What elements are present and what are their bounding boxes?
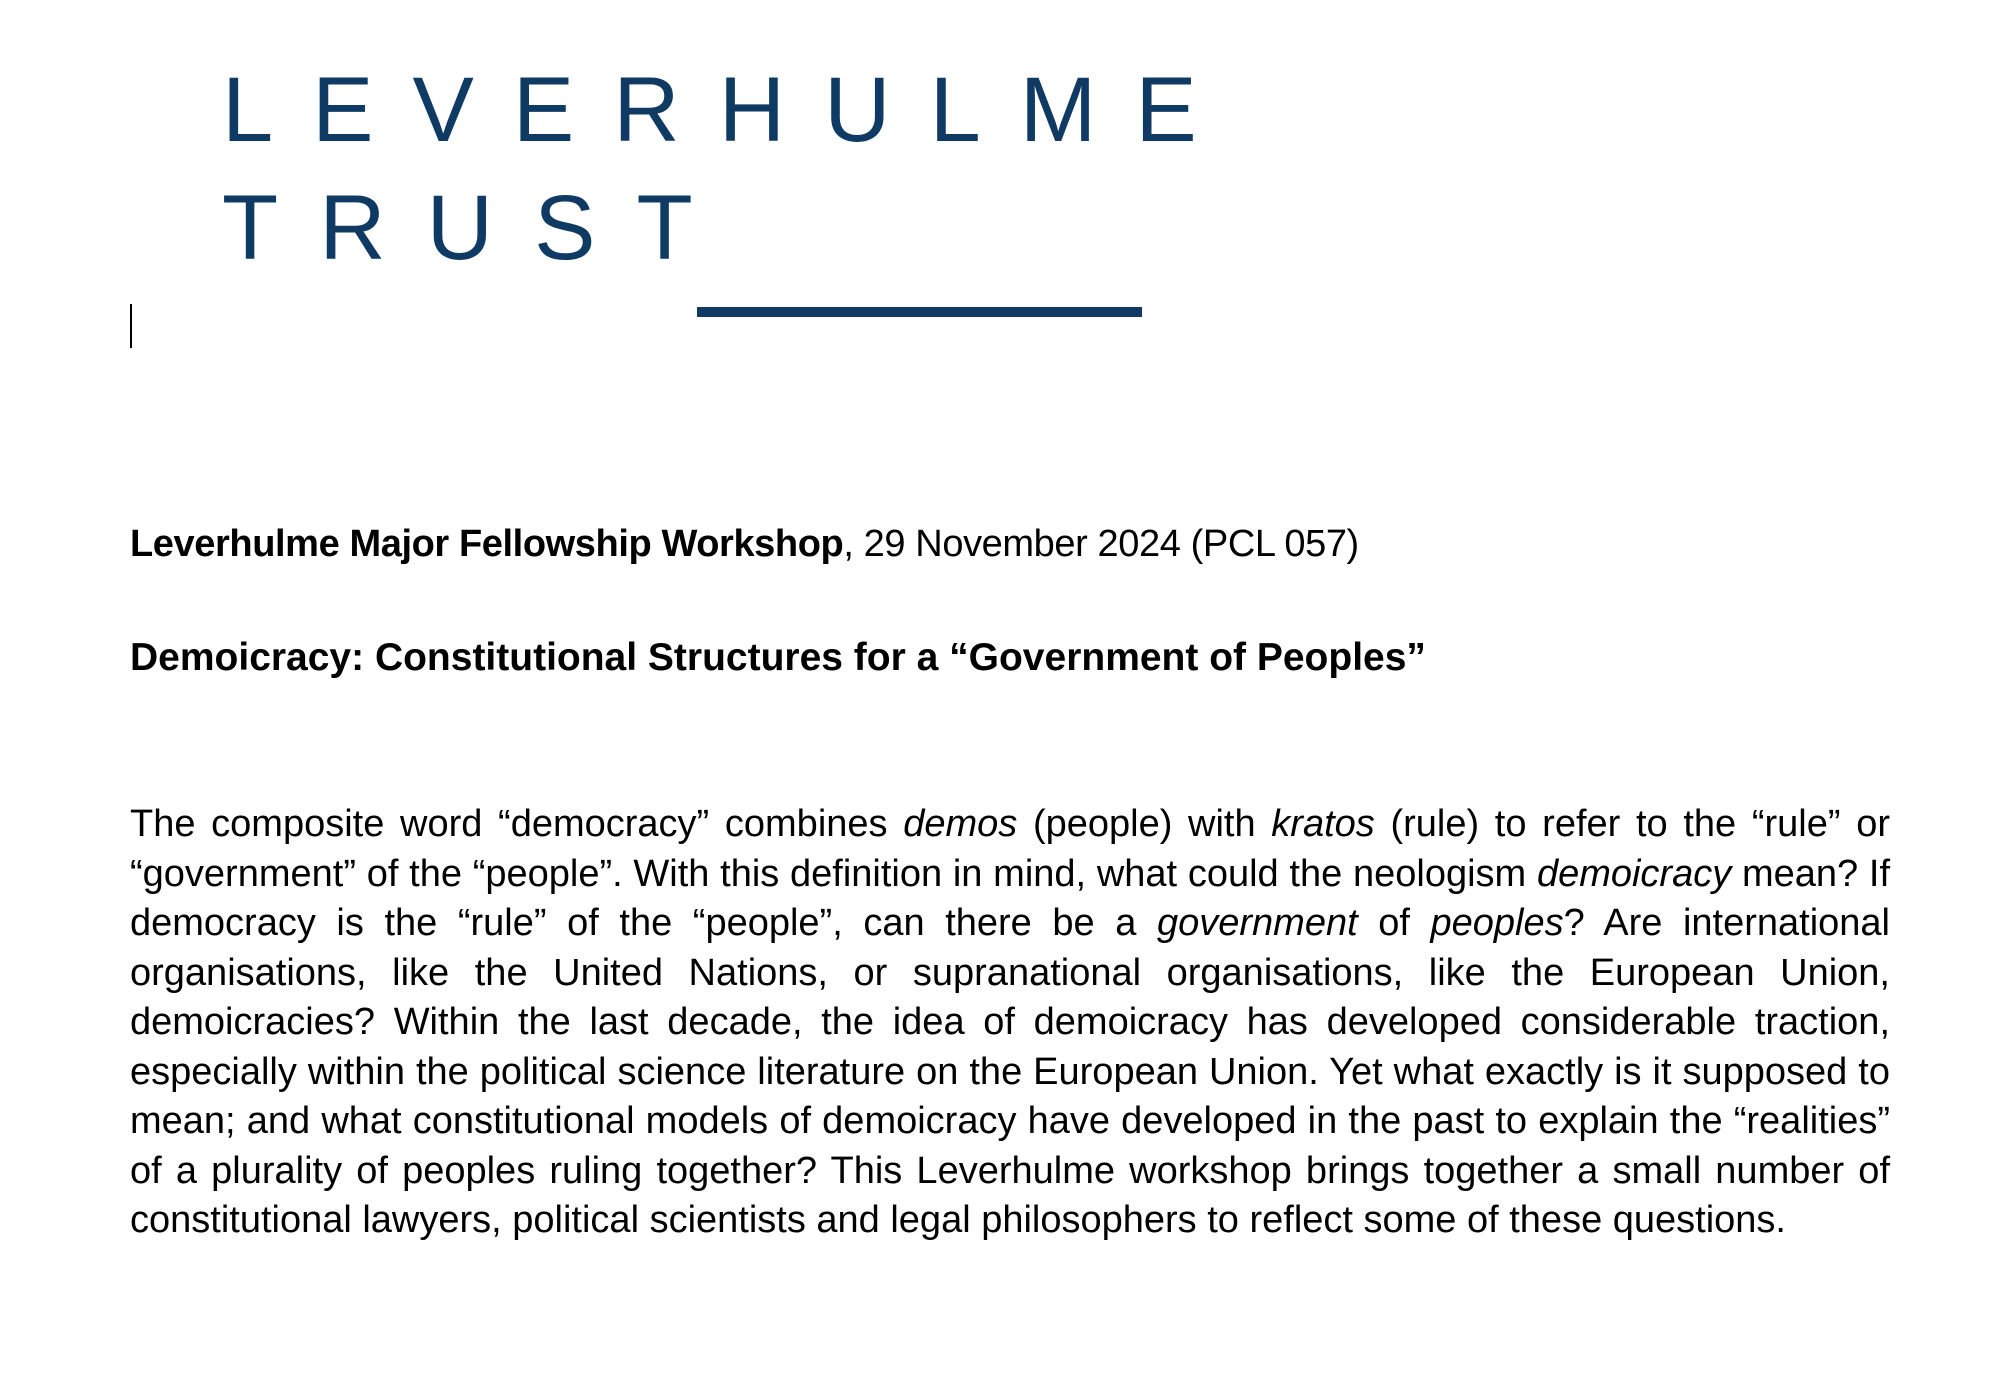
body-paragraph xyxy=(130,800,1890,1246)
leverhulme-trust-logo xyxy=(222,59,1236,279)
body-italic-kratos: kratos xyxy=(1271,803,1375,845)
body-italic-government: government xyxy=(1156,902,1358,944)
body-italic-demos: demos xyxy=(903,803,1018,845)
body-text-run: mean? If democracy is the “rule” of the “people”, can there be a xyxy=(130,852,1891,944)
logo-text-trust: TRUST xyxy=(222,177,734,279)
body-text-run: ? Are international organisations, like the United Nations, or supranational organisations, like the European Union, demoicracies? Within the last decade, the idea of demoicracy has developed considerable traction, especially within the political science literature on the European Union. Yet what exactly is it supposed to mean; and what constitutional models of demoicracy have developed in the past to explain the “realities” of a plurality of peoples ruling together? This Leverhulme workshop brings together a small number of constitutional lawyers, political scientists and legal philosophers to reflect some of these questions. xyxy=(130,902,1890,1241)
workshop-date-location: , 29 November 2024 (PCL 057) xyxy=(843,523,1359,565)
body-italic-peoples: peoples xyxy=(1430,902,1564,944)
logo-text-leverhulme: LEVERHULME xyxy=(222,59,1236,161)
document-title: Demoicracy: Constitutional Structures for a “Government of Peoples” xyxy=(130,636,1426,679)
body-text-run: (rule) to refer to the “rule” or “government” of the “people”. With this definition in mind, what could the neologism xyxy=(130,803,1890,895)
workshop-heading xyxy=(130,520,1359,568)
body-italic-demoicracy: demoicracy xyxy=(1536,852,1732,895)
body-text-run: The composite word “democracy” combines xyxy=(130,803,904,845)
logo-rule xyxy=(697,307,1142,317)
body-text-run: of xyxy=(1357,902,1431,944)
workshop-name: Leverhulme Major Fellowship Workshop xyxy=(130,523,844,565)
body-text-run: (people) with xyxy=(1017,803,1272,845)
text-cursor xyxy=(130,304,132,348)
